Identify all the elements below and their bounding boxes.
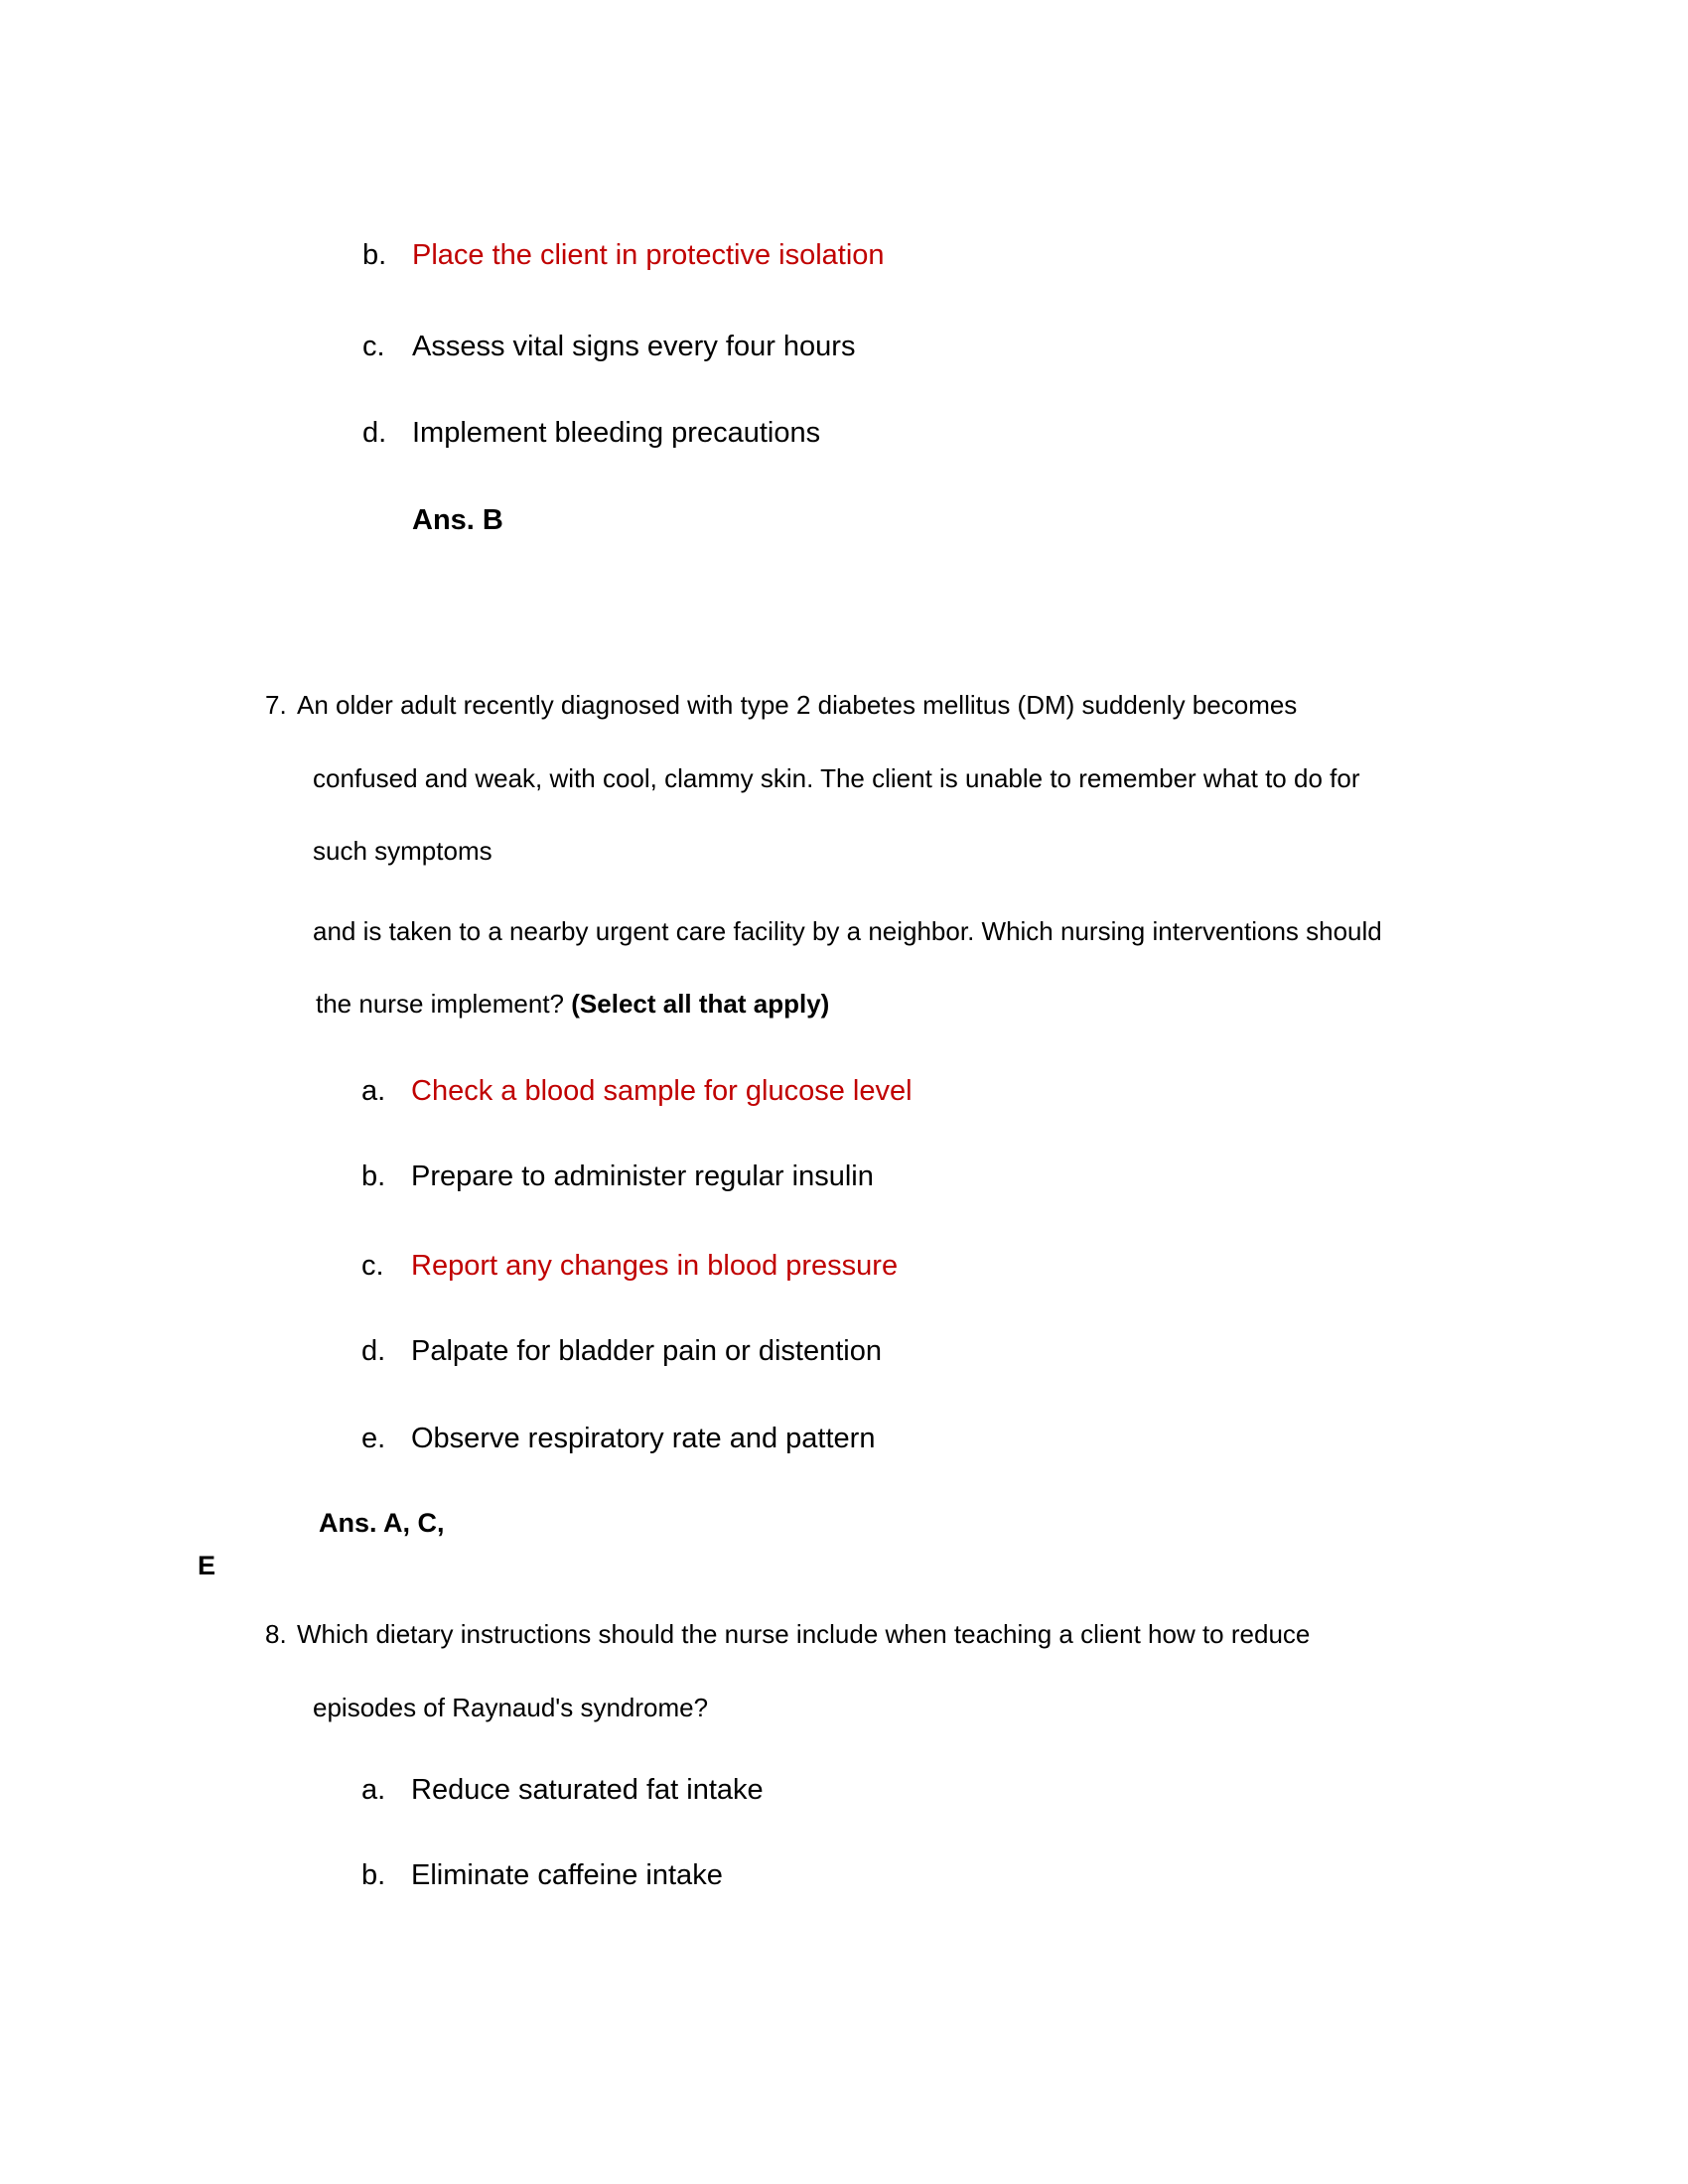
question-number: 8. <box>265 1619 287 1649</box>
option-letter: b. <box>361 1160 386 1192</box>
option-text: Eliminate caffeine intake <box>411 1859 723 1891</box>
question-number: 7. <box>265 690 287 720</box>
option-text-correct: Check a blood sample for glucose level <box>411 1075 913 1107</box>
option-letter: c. <box>362 331 385 362</box>
option-text: Palpate for bladder pain or distention <box>411 1335 882 1367</box>
option-letter: b. <box>362 239 387 271</box>
option-text-correct: Place the client in protective isolation <box>412 239 885 271</box>
select-all-instruction: (Select all that apply) <box>571 989 830 1019</box>
answer-key: Ans. A, C, <box>319 1508 445 1538</box>
question-text-line: and is taken to a nearby urgent care facility by a neighbor. Which nursing interventions should <box>313 916 1382 946</box>
question-text-line <box>316 991 829 1017</box>
answer-key: Ans. B <box>412 504 503 536</box>
answer-key-overflow: E <box>198 1551 216 1580</box>
option-letter: c. <box>361 1250 384 1282</box>
option-letter: d. <box>362 417 387 449</box>
question-text-line: such symptoms <box>313 836 492 866</box>
option-letter: b. <box>361 1859 386 1891</box>
option-text: Reduce saturated fat intake <box>411 1774 764 1806</box>
option-letter: d. <box>361 1335 386 1367</box>
question-text-line: confused and weak, with cool, clammy skin. The client is unable to remember what to do for <box>313 763 1360 793</box>
option-text: Prepare to administer regular insulin <box>411 1160 874 1192</box>
option-text-correct: Report any changes in blood pressure <box>411 1250 899 1282</box>
option-letter: e. <box>361 1423 386 1454</box>
option-letter: a. <box>361 1774 386 1806</box>
option-text: Observe respiratory rate and pattern <box>411 1423 876 1454</box>
question-text-line: An older adult recently diagnosed with type 2 diabetes mellitus (DM) suddenly becomes <box>297 690 1298 720</box>
option-text: Implement bleeding precautions <box>412 417 821 449</box>
question-text: the nurse implement? <box>316 989 565 1019</box>
question-text-line: episodes of Raynaud's syndrome? <box>313 1693 709 1722</box>
question-text-line: Which dietary instructions should the nurse include when teaching a client how to reduce <box>297 1619 1311 1649</box>
option-text: Assess vital signs every four hours <box>412 331 856 362</box>
option-letter: a. <box>361 1075 386 1107</box>
